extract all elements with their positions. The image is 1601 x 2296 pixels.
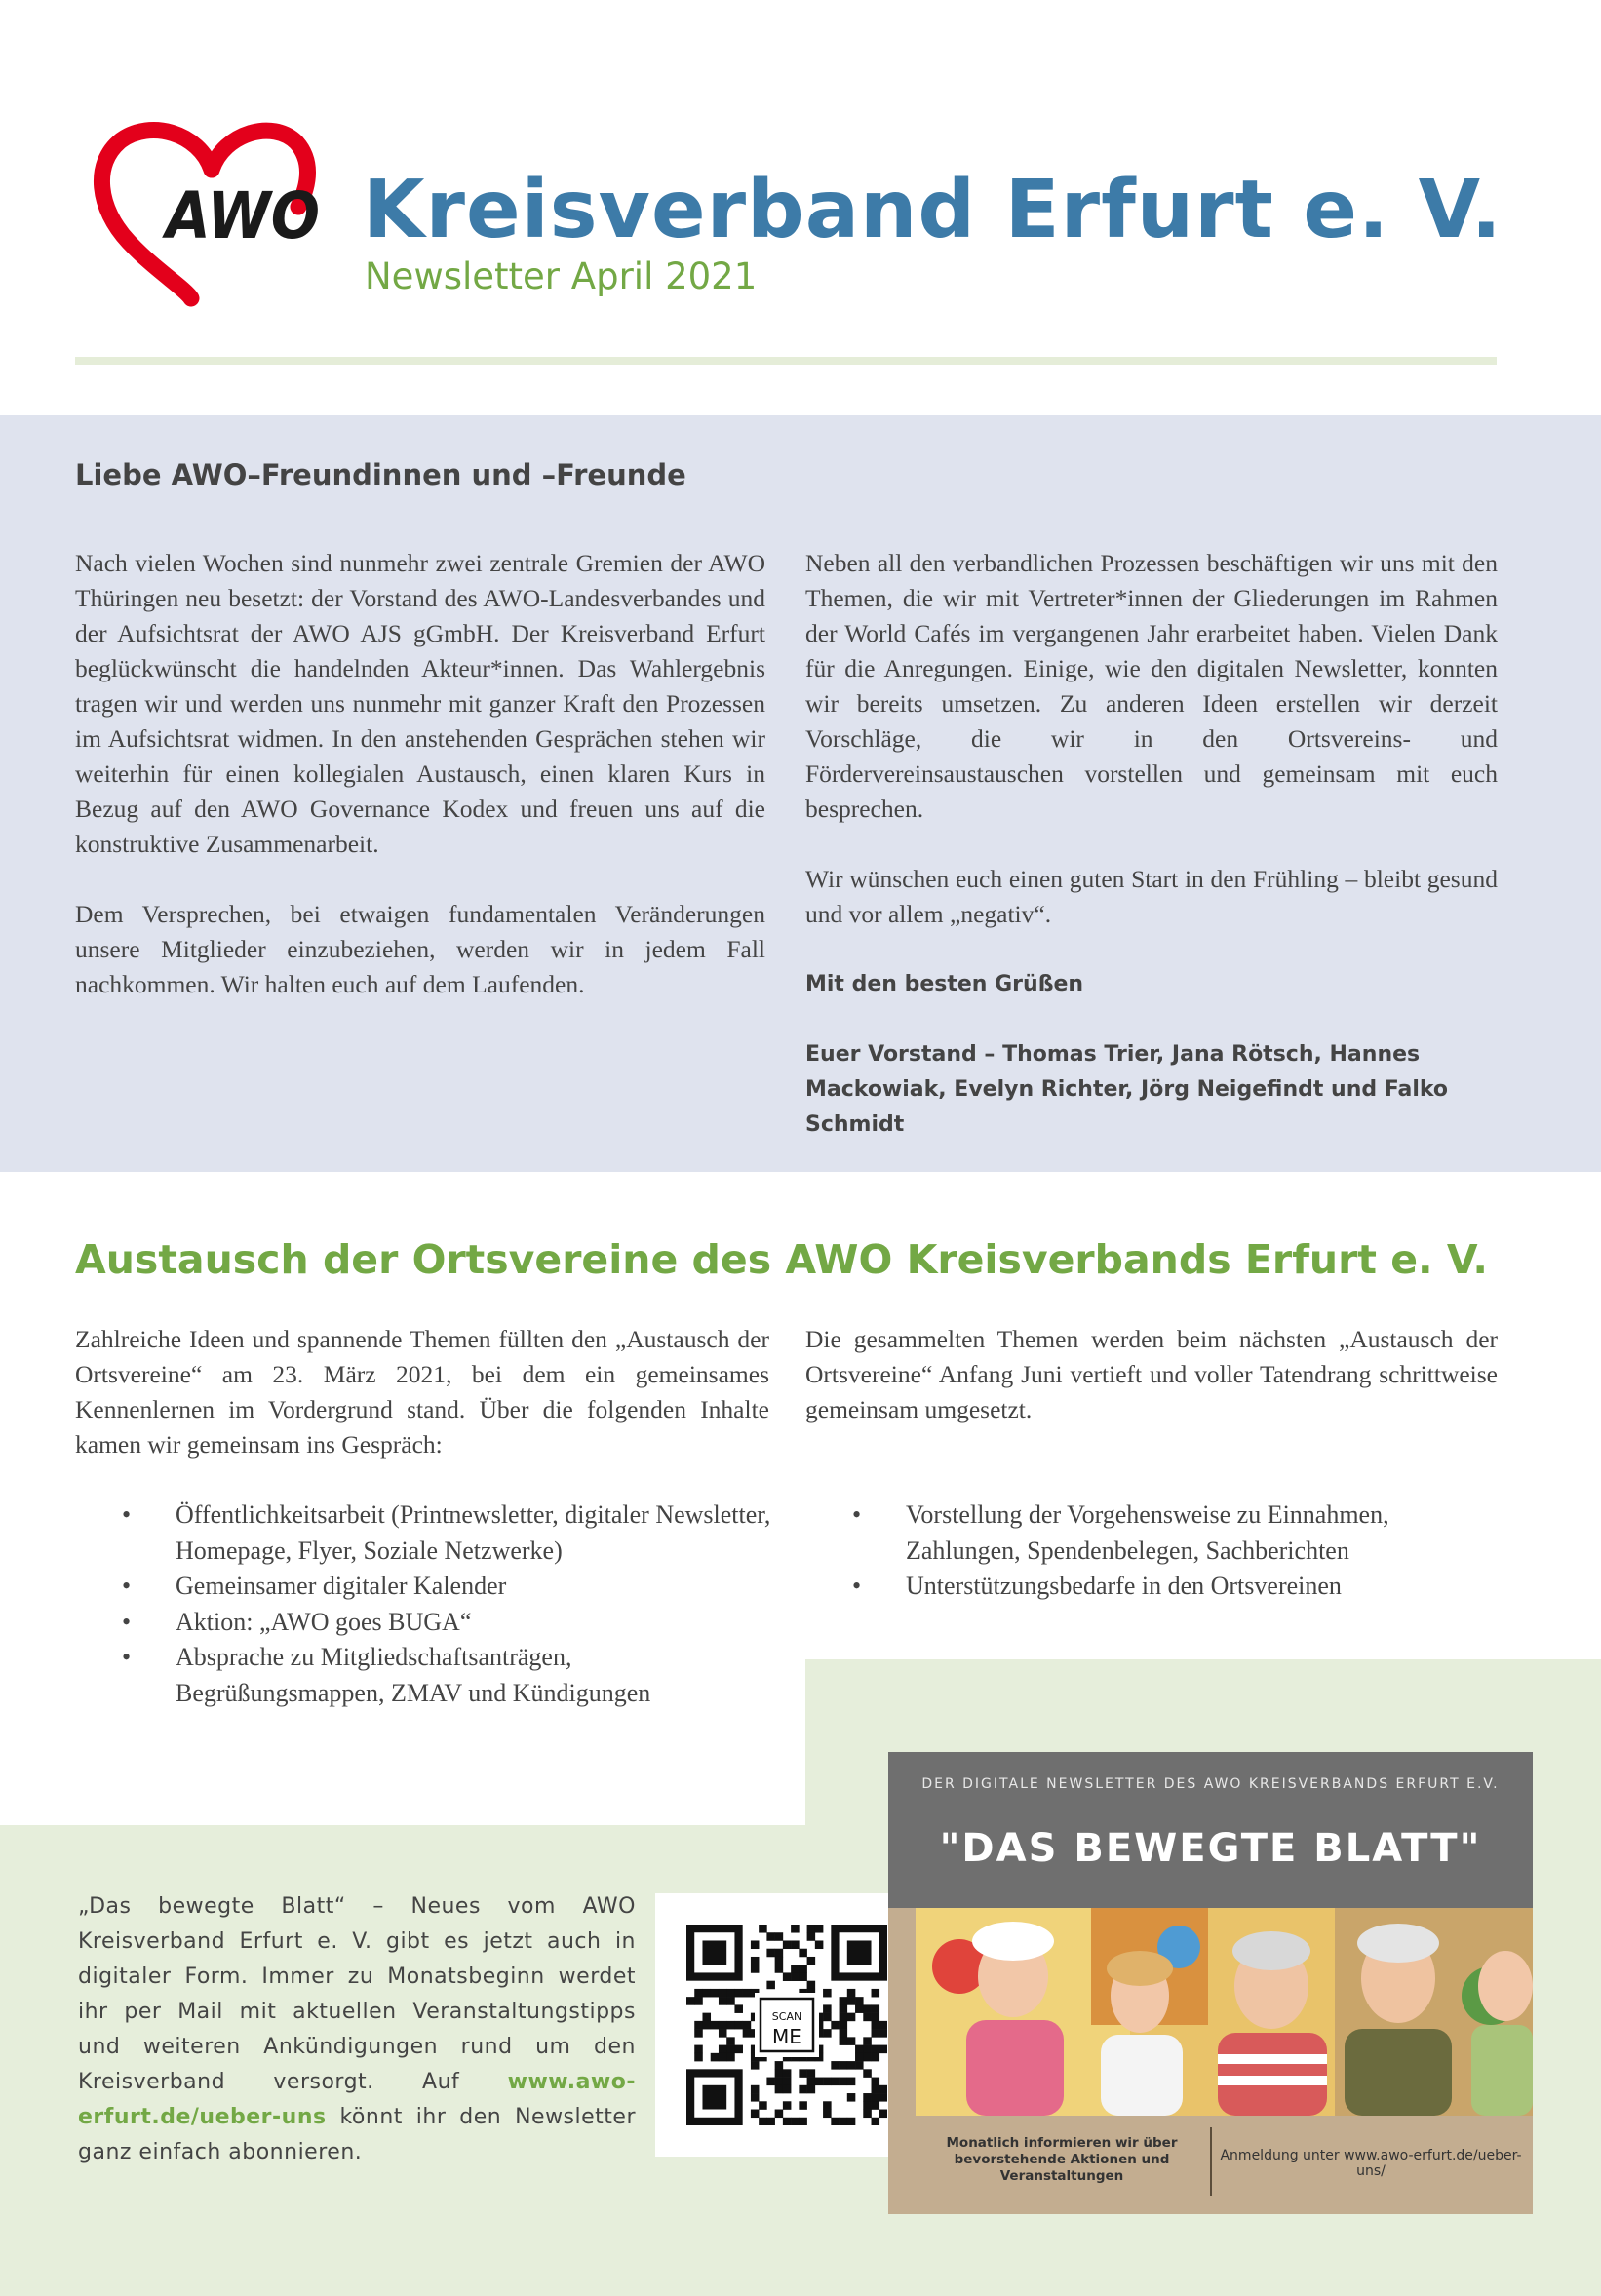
greeting-paragraph: Dem Versprechen, bei etwaigen fundamentalen Veränderungen unsere Mitglieder einzubeziehen, werden wir in jedem Fall nachkommen. Wir halten euch auf dem Laufenden. [75,900,765,998]
flyer-title: "DAS BEWEGTE BLATT" [939,1826,1482,1871]
header-divider [75,357,1497,365]
promo-text-part: „Das bewegte Blatt“ – Neues vom AWO Kreisverband Erfurt e. V. gibt es jetzt auch in digitaler Form. Immer zu Monatsbeginn werdet ihr per Mail mit aktuellen Veranstaltungstipps und weiteren Ankündigungen rund um den Kreisverband versorgt. Auf [78,1894,636,2094]
flyer-info: Monatlich informieren wir über bevorstehende Aktionen und Veranstaltungen [946,2135,1178,2184]
qr-code[interactable] [655,1893,918,2157]
greeting-right-column [805,546,1498,1178]
list-item: • Aktion: „AWO goes BUGA“ [75,1605,777,1641]
greeting-left-column [75,546,765,1037]
greeting-heading: Liebe AWO–Freundinnen und –Freunde [75,458,686,491]
newsletter-subtitle: Newsletter April 2021 [365,255,758,297]
list-item: • Unterstützungsbedarfe in den Ortsvereinen [805,1569,1507,1605]
exchange-left-paragraph: Zahlreiche Ideen und spannende Themen füllten den „Austausch der Ortsvereine“ am 23. März 2021, bei dem ein gemeinsames Kennenlernen im Vordergrund stand. Über die folgenden Inhalte kamen wir gemeinsam ins Gespräch: [75,1325,769,1459]
exchange-topics-left [75,1498,777,1711]
greeting-paragraph: Nach vielen Wochen sind nunmehr zwei zentrale Gremien der AWO Thüringen neu besetzt: der Vorstand des AWO-Landesverbandes und der Aufsichtsrat der AWO AJS gGmbH. Der Kreisverband Erfurt beglückwünscht die handelnden Akteur*innen. Das Wahlergebnis tragen wir und werden uns nunmehr mit ganzer Kraft den Prozessen im Aufsichtsrat widmen. In den anstehenden Gesprächen stehen wir weiterhin für einen kollegialen Austausch, einen klaren Kurs in Bezug auf den AWO Governance Kodex und freuen uns auf die konstruktive Zusammenarbeit. [75,549,765,858]
page-title: Kreisverband Erfurt e. V. [363,164,1503,256]
qr-me-label: ME [772,2025,801,2048]
newsletter-flyer [888,1752,1533,2214]
promo-text-part: könnt ihr den Newsletter ganz einfach abonnieren. [78,2105,636,2164]
promo-text [78,1889,636,2170]
flyer-photo [916,1908,1533,2116]
greeting-paragraph: Wir wünschen euch einen guten Start in den Frühling – bleibt gesund und vor allem „negativ“. [805,865,1498,928]
logo-text: AWO [161,178,320,253]
qr-code-icon [686,1925,887,2125]
list-item: • Gemeinsamer digitaler Kalender [75,1569,777,1605]
flyer-divider [1210,2127,1212,2196]
exchange-heading: Austausch der Ortsvereine des AWO Kreisverbands Erfurt e. V. [75,1236,1488,1283]
list-item: • Vorstellung der Vorgehensweise zu Einnahmen, Zahlungen, Spendenbelegen, Sachberichten [805,1498,1507,1569]
greeting-paragraph: Neben all den verbandlichen Prozessen beschäftigen wir uns mit den Themen, die wir mit Vertreter*innen der Gliederungen im Rahmen der World Cafés im vergangenen Jahr erarbeitet haben. Vielen Dank für die Anregungen. Einige, wie den digitalen Newsletter, konnten wir bereits umsetzen. Zu anderen Ideen erstellen wir derzeit Vorschläge, die wir in den Ortsvereins- und Fördervereinsaustauschen vorstellen und gemeinsam mit euch besprechen. [805,549,1498,823]
greeting-closing: Mit den besten Grüßen [805,972,1084,996]
greeting-signature: Euer Vorstand – Thomas Trier, Jana Rötsch, Hannes Mackowiak, Evelyn Richter, Jörg Neigefindt und Falko Schmidt [805,1042,1449,1137]
exchange-right-paragraph: Die gesammelten Themen werden beim nächsten „Austausch der Ortsvereine“ Anfang Juni vertieft und voller Tatendrang schrittweise gemeinsam umgesetzt. [805,1325,1498,1423]
exchange-topics-right [805,1498,1507,1605]
flyer-signup: Anmeldung unter www.awo-erfurt.de/ueber-uns/ [1220,2148,1522,2179]
qr-scan-label: SCAN [771,2010,802,2023]
awo-logo [90,113,333,308]
newsletter-link[interactable]: www.awo-erfurt.de/ueber-uns [78,2070,636,2129]
flyer-kicker: DER DIGITALE NEWSLETTER DES AWO KREISVERBANDS ERFURT E.V. [921,1776,1500,1792]
list-item: • Absprache zu Mitgliedschaftsanträgen, Begrüßungsmappen, ZMAV und Kündigungen [75,1640,777,1711]
list-item: • Öffentlichkeitsarbeit (Printnewsletter, digitaler Newsletter, Homepage, Flyer, Soziale Netzwerke) [75,1498,777,1569]
